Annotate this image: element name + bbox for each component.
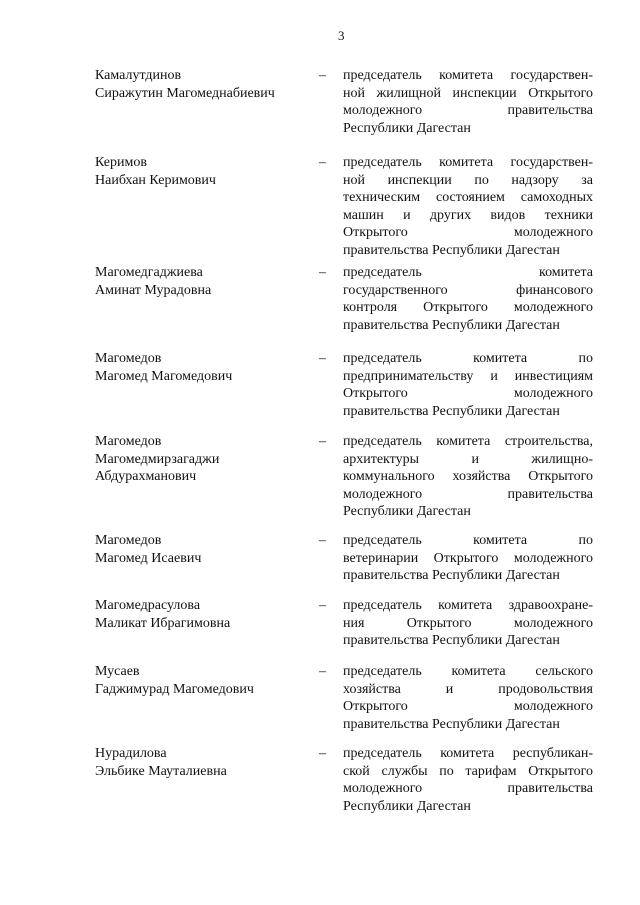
position-line: правительства Республики Дагестан: [343, 242, 560, 258]
position-line: председатель комитета государствен-: [343, 155, 593, 170]
position-line: правительства Республики Дагестан: [343, 317, 560, 333]
position-line: председатель комитета строительства,: [343, 434, 593, 449]
dash-separator: –: [319, 155, 326, 170]
position-line: Республики Дагестан: [343, 798, 471, 814]
position-line: архитектуры и жилищно-: [343, 451, 593, 467]
dash-separator: –: [319, 265, 326, 280]
surname: Мусаев: [95, 664, 140, 679]
given-names: Маликат Ибрагимовна: [95, 615, 231, 631]
patronymic: Абдурахманович: [95, 469, 197, 485]
member-name: [95, 745, 227, 780]
position-line: коммунального хозяйства Открытого: [343, 469, 593, 485]
position-line: техническим состоянием самоходных: [343, 190, 593, 206]
dash-separator: –: [319, 598, 326, 613]
position-line: Республики Дагестан: [343, 120, 471, 136]
position-line: Открытого молодежного: [343, 225, 593, 241]
surname: Магомедов: [95, 434, 162, 449]
member-name: [95, 350, 232, 385]
member-position: [343, 350, 593, 420]
position-line: молодежного правительства: [343, 781, 593, 797]
position-line: правительства Республики Дагестан: [343, 633, 560, 649]
given-names: Гаджимурад Магомедович: [95, 681, 254, 697]
dash-separator: –: [319, 434, 326, 449]
member-position: [343, 154, 593, 260]
given-names: Магомед Магомедович: [95, 368, 233, 384]
surname: Камалутдинов: [95, 68, 182, 83]
position-line: правительства Республики Дагестан: [343, 403, 560, 419]
surname: Магомедов: [95, 533, 162, 548]
position-line: председатель комитета по: [343, 351, 593, 366]
surname: Магомедгаджиева: [95, 265, 203, 280]
position-line: председатель комитета здравоохране-: [343, 598, 593, 613]
member-position: [343, 745, 593, 815]
given-names: Наибхан Керимович: [95, 172, 216, 188]
member-position: [343, 532, 593, 585]
member-position: [343, 264, 593, 334]
position-line: ной инспекции по надзору за: [343, 172, 593, 188]
position-line: ской службы по тарифам Открытого: [343, 763, 593, 779]
surname: Магомедов: [95, 351, 162, 366]
member-name: [95, 663, 254, 698]
position-line: председатель комитета по: [343, 533, 593, 548]
position-line: контроля Открытого молодежного: [343, 300, 593, 316]
given-names: Магомедмирзагаджи: [95, 451, 220, 467]
member-name: [95, 433, 219, 486]
given-names: Магомед Исаевич: [95, 550, 202, 566]
position-line: председатель комитета: [343, 265, 593, 280]
position-line: правительства Республики Дагестан: [343, 568, 560, 584]
dash-separator: –: [319, 68, 326, 83]
member-position: [343, 433, 593, 521]
surname: Нурадилова: [95, 746, 167, 761]
position-line: ной жилищной инспекции Открытого: [343, 85, 593, 101]
member-position: [343, 67, 593, 137]
position-line: Открытого молодежного: [343, 699, 593, 715]
surname: Магомедрасулова: [95, 598, 201, 613]
position-line: ния Открытого молодежного: [343, 615, 593, 631]
position-line: государственного финансового: [343, 282, 593, 298]
position-line: правительства Республики Дагестан: [343, 716, 560, 732]
member-name: [95, 597, 230, 632]
member-name: [95, 532, 201, 567]
position-line: председатель комитета сельского: [343, 664, 593, 679]
position-line: молодежного правительства: [343, 103, 593, 119]
member-position: [343, 597, 593, 650]
page-number: 3: [338, 28, 345, 43]
dash-separator: –: [319, 746, 326, 761]
dash-separator: –: [319, 351, 326, 366]
member-name: [95, 264, 211, 299]
position-line: председатель комитета республикан-: [343, 746, 593, 761]
dash-separator: –: [319, 533, 326, 548]
member-name: [95, 154, 216, 189]
given-names: Сиражутин Магомеднабиевич: [95, 85, 275, 101]
position-line: председатель комитета государствен-: [343, 68, 593, 83]
position-line: Республики Дагестан: [343, 504, 471, 520]
position-line: предпринимательству и инвестициям: [343, 368, 593, 384]
position-line: ветеринарии Открытого молодежного: [343, 550, 593, 566]
position-line: хозяйства и продовольствия: [343, 681, 593, 697]
position-line: Открытого молодежного: [343, 386, 593, 402]
given-names: Аминат Мурадовна: [95, 282, 212, 298]
surname: Керимов: [95, 155, 147, 170]
dash-separator: –: [319, 664, 326, 679]
position-line: молодежного правительства: [343, 486, 593, 502]
position-line: машин и других видов техники: [343, 207, 593, 223]
given-names: Эльбике Мауталиевна: [95, 763, 227, 779]
member-name: [95, 67, 275, 102]
member-position: [343, 663, 593, 733]
